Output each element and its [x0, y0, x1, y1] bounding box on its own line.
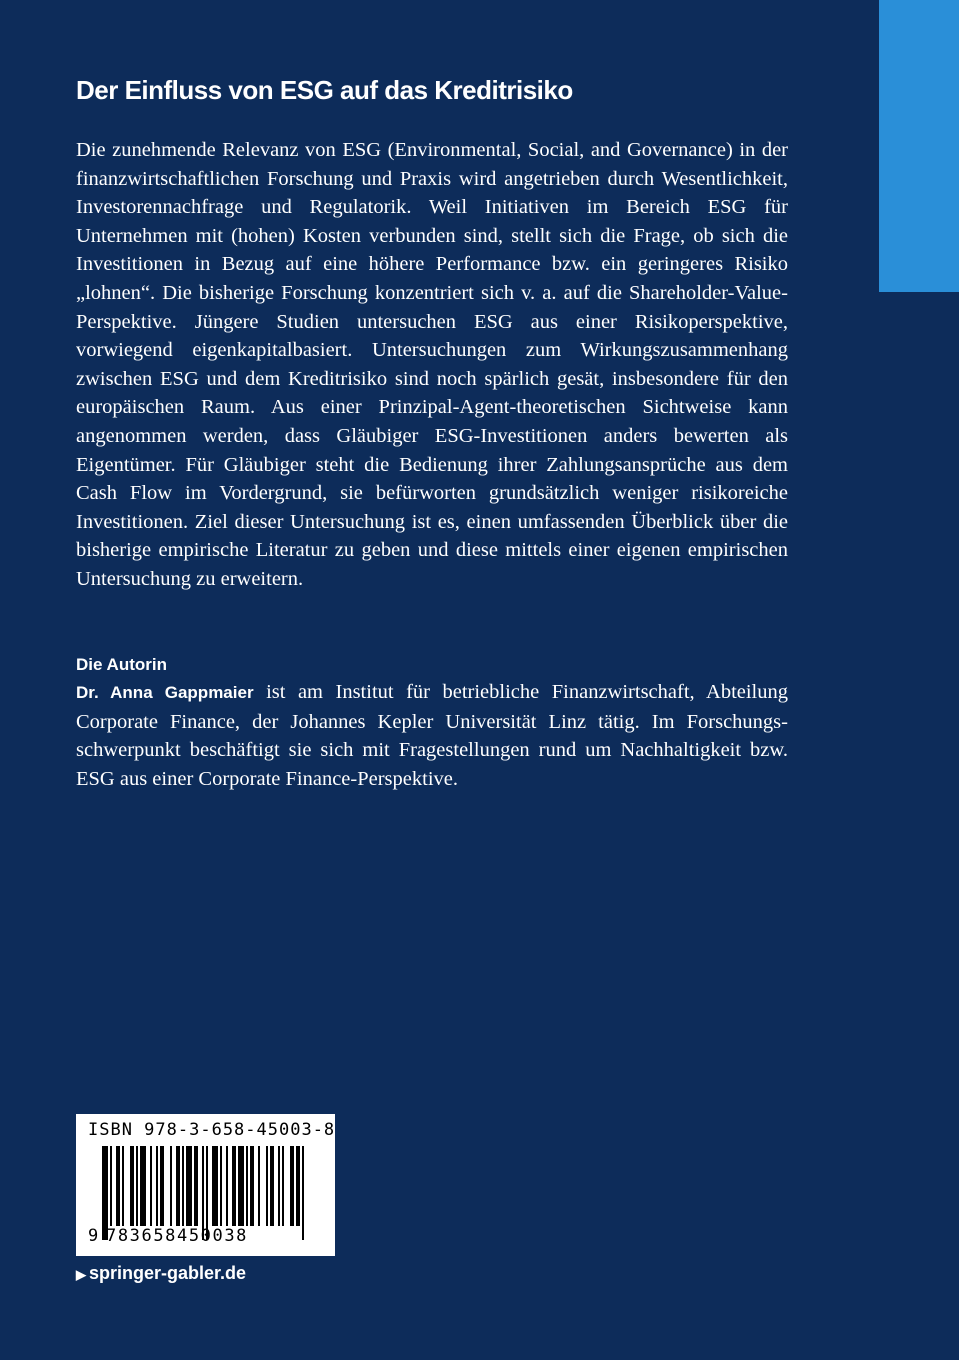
isbn-barcode	[76, 1114, 335, 1256]
barcode-bar	[302, 1146, 304, 1240]
barcode-bar	[290, 1146, 294, 1226]
barcode-bar	[238, 1146, 244, 1226]
barcode-bar	[156, 1146, 158, 1226]
publisher-link[interactable]	[76, 1261, 246, 1287]
barcode-bar	[140, 1146, 146, 1226]
isbn-label: ISBN 978-3-658-45003-8	[88, 1120, 336, 1140]
barcode-bar	[186, 1146, 192, 1226]
arrow-right-icon: ▶	[76, 1267, 86, 1282]
publisher-url: springer-gabler.de	[89, 1263, 247, 1283]
barcode-bar	[182, 1146, 184, 1226]
barcode-bar	[220, 1146, 222, 1226]
barcode-bar	[176, 1146, 180, 1226]
barcode-bar	[296, 1146, 300, 1226]
barcode-bar	[170, 1146, 172, 1226]
barcode-bar	[232, 1146, 236, 1226]
barcode-bar	[250, 1146, 254, 1226]
author-bio-text: ist am Institut für betriebliche Finanzwirtschaft, Abteilung Corporate Finance, der Johannes Kepler Universität Linz tätig. Im Forschungsschwerpunkt beschäftigt sie sich mit Fragestellungen rund um Nachhaltigkeit bzw. ESG aus einer Corporate Finance-Perspektive.	[76, 681, 789, 790]
author-name: Dr. Anna Gappmaier	[76, 683, 254, 702]
barcode-bar	[270, 1146, 274, 1226]
barcode-bar	[258, 1146, 260, 1226]
barcode-bar	[246, 1146, 248, 1226]
barcode-bar	[116, 1146, 120, 1226]
barcode-bar	[160, 1146, 164, 1226]
accent-color-tab	[879, 0, 959, 292]
barcode-bar	[278, 1146, 280, 1226]
barcode-bar	[266, 1146, 268, 1226]
barcode-bar	[212, 1146, 218, 1226]
book-abstract: Die zunehmende Relevanz von ESG (Environmental, Social, and Governance) in der finanzwirtschaftlichen Forschung und Praxis wird angetrieben durch Wesentlichkeit, Investorennachfrage und Regulatorik. Weil Initiativen im Bereich ESG für Unternehmen mit (hohen) Kosten verbunden sind, stellt sich die Frage, ob sich die Investitionen in Bezug auf eine höhere Performance bzw. ein geringeres Risiko „lohnen“. Die bisherige Forschung konzentriert sich v. a. auf die Shareholder-Value-Perspektive. Jüngere Studien untersuchen ESG aus einer Risikoperspektive, vorwiegend eigenkapitalbasiert. Untersuchungen zum Wirkungszusammenhang zwischen ESG und dem Kreditrisiko sind noch spärlich gesät, insbesondere für den europäischen Raum. Aus einer Prinzipal-Agent-theoretischen Sichtweise kann angenommen werden, dass Gläubiger ESG-Investitionen anders bewerten als Eigentümer. Für Gläubiger steht die Bedienung ihrer Zahlungsansprüche aus dem Cash Flow im Vordergrund, sie befürworten grundsätzlich weniger risikoreiche Investitionen. Ziel dieser Untersuchung ist es, einen umfassenden Überblick über die bisherige empirische Literatur zu geben und diese mittels einer eigenen empirischen Untersuchung zu erweitern.	[76, 139, 788, 590]
barcode-bar	[226, 1146, 228, 1226]
barcode-bar	[130, 1146, 134, 1226]
barcode-bar	[136, 1146, 138, 1226]
barcode-bar	[150, 1146, 152, 1226]
author-bio-paragraph	[76, 678, 788, 793]
barcode-bar	[282, 1146, 284, 1226]
barcode-bar	[194, 1146, 198, 1226]
book-title: Der Einfluss von ESG auf das Kreditrisiko	[76, 75, 573, 105]
barcode-bar	[122, 1146, 124, 1226]
barcode-first-digit: 9	[88, 1226, 99, 1246]
barcode-digits: 783658450038	[106, 1226, 249, 1246]
author-heading: Die Autorin	[76, 655, 167, 674]
barcode-bar	[110, 1146, 112, 1226]
